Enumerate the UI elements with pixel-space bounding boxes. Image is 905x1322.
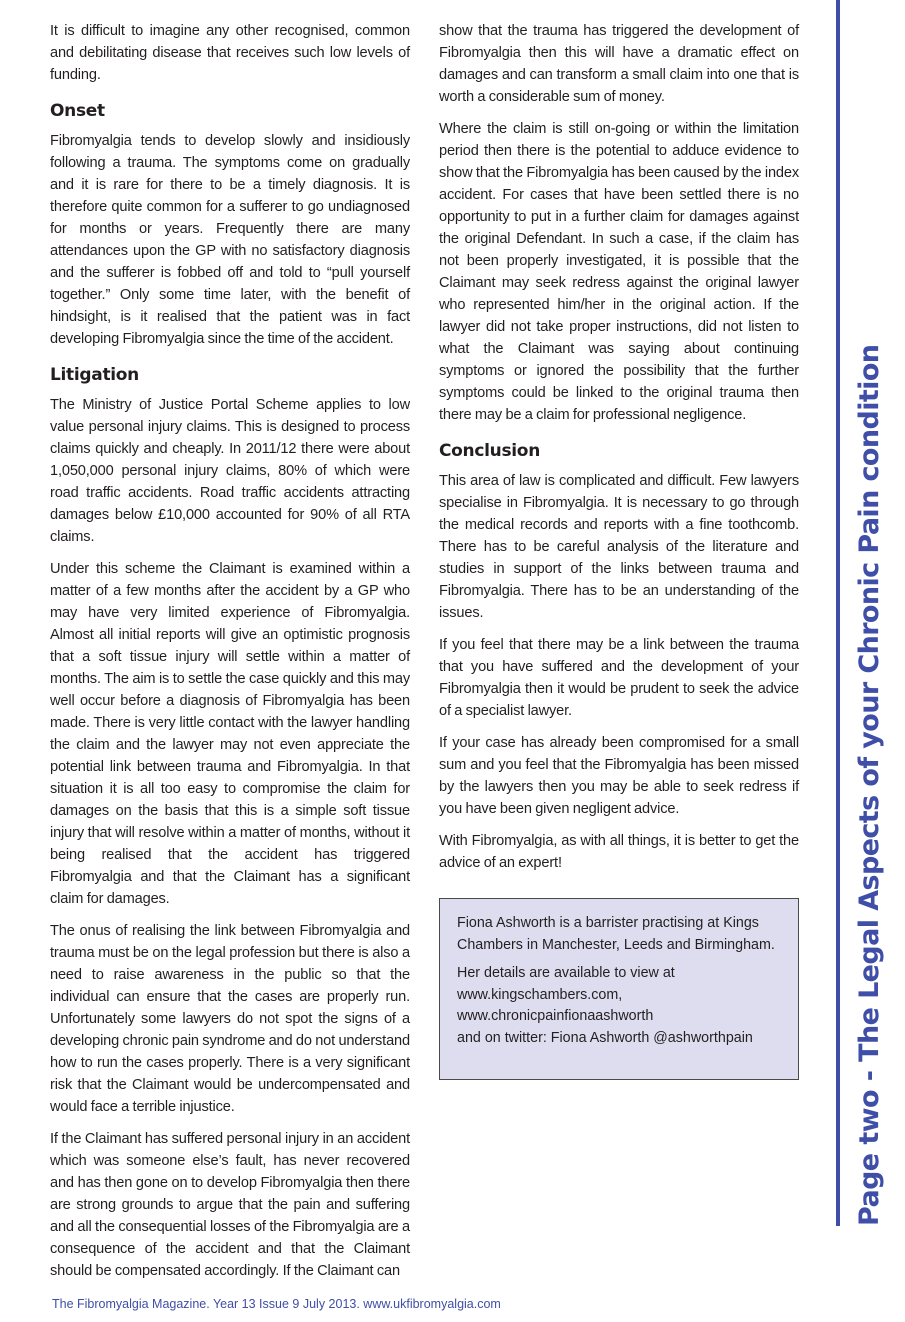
onset-heading: Onset — [50, 101, 105, 121]
conclusion-paragraph: If your case has already been compromised for a small sum and you feel that the Fibromyalgia has been missed by the lawyers then you may be able to seek redress if you have been given negligent advice. — [439, 735, 799, 817]
onset-paragraph: Fibromyalgia tends to develop slowly and insidiously following a trauma. The symptoms come on gradually and it is rare for there to be a timely diagnosis. It is therefore quite common for a sufferer to go undiagnosed for months or years. Frequently there are many attendances upon the GP with no satisfactory diagnosis and the sufferer is fobbed off and told to “pull yourself together.” Only some time later, with the benefit of hindsight, is it realised that the patient was in fact developing Fibromyalgia since the time of the accident. — [50, 133, 410, 347]
conclusion-paragraph: This area of law is complicated and difficult. Few lawyers specialise in Fibromyalgia. It is necessary to go through the medical records and reports with a fine toothcomb. There has to be careful analysis of the literature and studies in support of the links between trauma and Fibromyalgia. There has to be an understanding of the issues. — [439, 473, 799, 621]
litigation-paragraph: The onus of realising the link between Fibromyalgia and trauma must be on the legal profession but there is also a need to raise awareness in the public so that the individual can ensure that the cases are properly run. Unfortunately some lawyers do not spot the signs of a developing chronic pain syndrome and do not understand how to run the cases properly. There is a very significant risk that the Claimant would be undercompensated and would face a terrible injustice. — [50, 923, 410, 1115]
author-bio: Fiona Ashworth is a barrister practising at Kings Chambers in Manchester, Leeds and Birmingham. — [457, 915, 775, 953]
litigation-paragraph: Under this scheme the Claimant is examined within a matter of a few months after the accident by a GP who may have very limited experience of Fibromyalgia. Almost all initial reports will give an optimistic prognosis that a soft tissue injury will settle within a matter of months. The aim is to settle the case quickly and this may well occur before a diagnosis of Fibromyalgia has been made. There is very little contact with the lawyer handling the claim and the lawyer may not even appreciate the potential link between trauma and Fibromyalgia. In that situation it is all too easy to compromise the claim for damages on the basis that this is a simple soft tissue injury that will resolve within a matter of months, without it being realised that the accident has triggered Fibromyalgia and that the Claimant has a significant claim for damages. — [50, 561, 410, 907]
right-column — [439, 20, 799, 1080]
conclusion-heading: Conclusion — [439, 441, 540, 461]
litigation-paragraph: The Ministry of Justice Portal Scheme applies to low value personal injury claims. This is designed to process claims quickly and cheaply. In 2011/12 there were about 1,050,000 personal injury claims, 80% of which were road traffic accidents. Road traffic accidents attracting damages below £10,000 accounted for 90% of all RTA claims. — [50, 397, 410, 545]
paragraph: Where the claim is still on-going or within the limitation period then there is the potential to adduce evidence to show that the Fibromyalgia has been caused by the index accident. For cases that have been settled there is no opportunity to put in a further claim for damages against the original Defendant. In such a case, if the claim has not been properly investigated, it is possible that the Claimant may seek redress against the original lawyer who represented him/her in the original action. If the lawyer did not take proper instructions, did not listen to what the Claimant was saying about continuing symptoms or ignored the possibility that the further symptoms could be linked to the original trauma then there may be a claim for professional negligence. — [439, 121, 799, 423]
side-title: Page two - The Legal Aspects of your Chronic Pain condition — [854, 344, 885, 1226]
author-link-chronicpain[interactable]: www.chronicpainfionaashworth — [457, 1008, 654, 1024]
litigation-paragraph: If the Claimant has suffered personal injury in an accident which was someone else’s fault, has never recovered and has then gone on to develop Fibromyalgia then there are strong grounds to argue that the pain and suffering and all the consequential losses of the Fibromyalgia are a consequence of the accident and that the Claimant should be compensated accordingly. If the Claimant can — [50, 1131, 410, 1279]
author-details-label: Her details are available to view at — [457, 965, 675, 981]
paragraph: show that the trauma has triggered the development of Fibromyalgia then this will have a dramatic effect on damages and can transform a small claim into one that is worth a considerable sum of money. — [439, 23, 799, 105]
conclusion-paragraph: With Fibromyalgia, as with all things, it is better to get the advice of an expert! — [439, 833, 799, 871]
side-divider — [836, 0, 840, 1226]
litigation-heading: Litigation — [50, 365, 139, 385]
author-twitter: and on twitter: Fiona Ashworth @ashworthpain — [457, 1029, 753, 1046]
left-column — [50, 20, 410, 1292]
author-link-kingschambers[interactable]: www.kingschambers.com, — [457, 986, 623, 1003]
footer: The Fibromyalgia Magazine. Year 13 Issue 9 July 2013. www.ukfibromyalgia.com — [52, 1297, 501, 1311]
intro-paragraph: It is difficult to imagine any other recognised, common and debilitating disease that receives such low levels of funding. — [50, 23, 410, 83]
author-box — [439, 898, 799, 1080]
conclusion-paragraph: If you feel that there may be a link between the trauma that you have suffered and the development of your Fibromyalgia then it would be prudent to seek the advice of a specialist lawyer. — [439, 637, 799, 719]
